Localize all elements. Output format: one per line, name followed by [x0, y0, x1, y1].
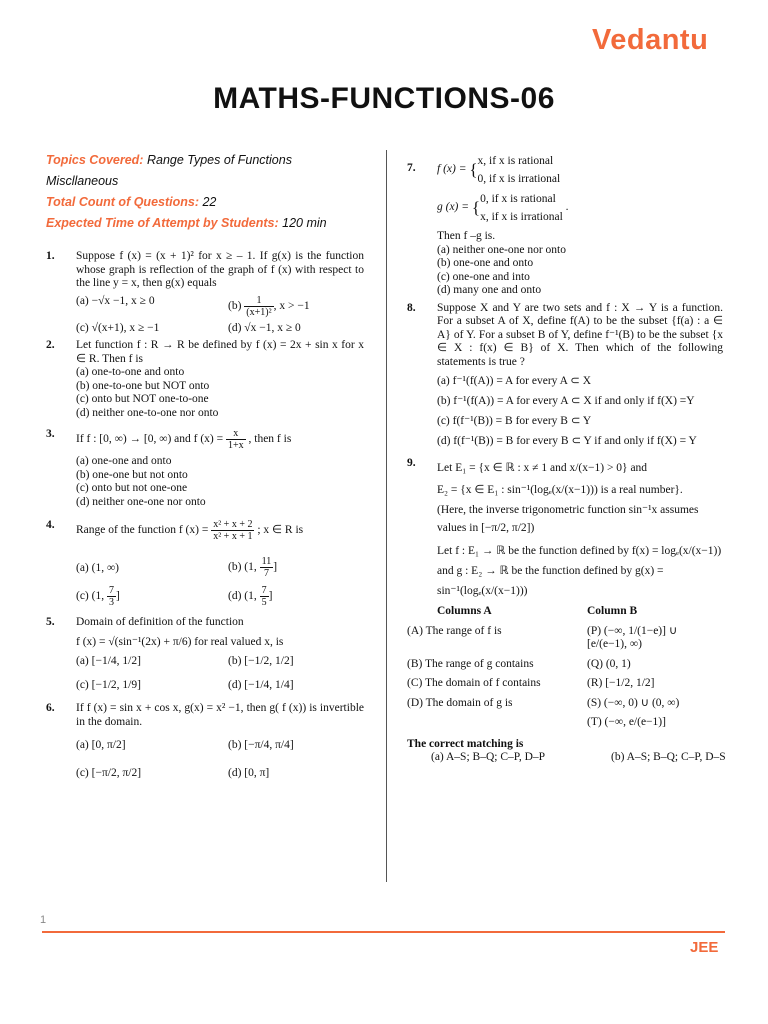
function-definitions: Let f : E₁ → ℝ be the function defined by f(x) = logₑ(x/(x−1)) and g : E₂ → ℝ be the function defined by g(x) = sin⁻¹(logₑ(x/(x−1))) — [437, 545, 722, 597]
option-b: (b) one-one and onto — [437, 257, 534, 269]
question-6 — [46, 702, 364, 780]
question-number: 9. — [407, 457, 416, 469]
set-e1: Let E₁ = {x ∈ ℝ : x ≠ 1 and x/(x−1) > 0} and — [437, 462, 648, 474]
left-column — [46, 250, 364, 784]
column-a-header: Columns A — [437, 605, 492, 617]
time-key: Expected Time of Attempt by Students: — [46, 216, 279, 230]
page-title: MATHS-FUNCTIONS-06 — [213, 82, 555, 115]
question-number: 4. — [46, 519, 55, 531]
question-text: Range of the function f (x) = $\frac{\text{x² + x + 2}}{\text{x² + x + 1}}$ ; x ∈ R is — [76, 519, 304, 542]
time-value: 120 min — [282, 216, 327, 230]
option-b: (b) [−1/2, 1/2] — [228, 655, 294, 667]
question-number: 1. — [46, 250, 55, 262]
question-number: 2. — [46, 339, 55, 351]
question-text: Suppose X and Y are two sets and f : X → Y is a function. For a subset A of X, define f(A) to be the subset {f(a) : a ∈ A} of Y. For a subset B of Y, define f⁻¹(B) to be the subset {x ∈ X : f(x) ∈ B} of X. Then which of the following statements is true ? — [437, 301, 723, 368]
option-a: (a) A–S; B–Q; C–P, D–P — [431, 751, 546, 763]
question-4 — [46, 519, 364, 608]
question-text: If f (x) = sin x + cos x, g(x) = x² −1, then g( f (x)) is invertible in the domain. — [76, 702, 364, 728]
match-r: (R) [−1/2, 1/2] — [587, 677, 655, 689]
g-definition: g (x) = { 0, if x is rational x, if x is irrational . — [437, 193, 569, 223]
match-a: (A) The range of f is — [407, 624, 502, 637]
options — [76, 739, 364, 780]
option-c: (c) onto but NOT one-to-one — [76, 393, 209, 405]
question-8 — [407, 302, 723, 452]
question-number: 6. — [46, 702, 55, 714]
match-b: (B) The range of g contains — [407, 657, 534, 670]
question-formula: f (x) = √(sin⁻¹(2x) + π/6) for real valued x, is — [76, 635, 284, 648]
count-key: Total Count of Questions: — [46, 195, 199, 209]
option-d: (d) many one and onto — [437, 284, 542, 296]
set-e2: E₂ = {x ∈ E₁ : sin⁻¹(logₑ(x/(x−1))) is a real number}. — [437, 484, 683, 496]
option-d: (d) neither one-one nor onto — [76, 495, 206, 508]
topics-key: Topics Covered: — [46, 153, 144, 167]
option-b: (b) [−π/4, π/4] — [228, 739, 294, 751]
option-c: (c) √(x+1), x ≥ −1 — [76, 321, 160, 334]
option-b: (b) one-one but not onto — [76, 468, 188, 481]
option-a: (a) −√x −1, x ≥ 0 — [76, 294, 155, 307]
question-2 — [46, 339, 364, 420]
question-number: 8. — [407, 301, 416, 314]
option-c: (c) onto but not one-one — [76, 482, 188, 494]
question-5 — [46, 616, 364, 692]
inverse-note: (Here, the inverse trigonometric function sin⁻¹x assumes values in [−π/2, π/2]) — [437, 504, 699, 534]
option-c: (c) (1, $\frac{7}{3}$ ] — [76, 585, 120, 608]
options — [76, 655, 364, 692]
question-3 — [46, 428, 364, 509]
worksheet-meta — [46, 150, 366, 234]
vedantu-logo: Vedantu — [592, 24, 709, 56]
option-d: (d) (1, $\frac{7}{5}$ ] — [228, 585, 273, 608]
column-b-header: Column B — [587, 605, 638, 617]
option-b: (b) f⁻¹(f(A)) = A for every A ⊂ X if and only if f(X) =Y — [437, 395, 695, 407]
page-number: 1 — [40, 914, 47, 926]
count-value: 22 — [202, 195, 217, 209]
right-column — [407, 152, 726, 765]
matching-table — [407, 605, 726, 765]
question-1 — [46, 250, 364, 335]
option-d: (d) [−1/4, 1/4] — [228, 678, 294, 691]
option-a: (a) neither one-one nor onto — [437, 243, 567, 256]
options — [76, 295, 364, 336]
question-number: 5. — [46, 616, 55, 628]
option-c: (c) [−1/2, 1/9] — [76, 678, 141, 691]
option-b: (b) one-to-one but NOT onto — [76, 379, 210, 392]
match-q: (Q) (0, 1) — [587, 657, 631, 670]
option-d: (d) neither one-to-one nor onto — [76, 406, 219, 419]
option-a: (a) f⁻¹(f(A)) = A for every A ⊂ X — [437, 375, 592, 387]
option-c: (c) one-one and into — [437, 270, 530, 283]
match-d: (D) The domain of g is — [407, 696, 513, 709]
match-t: (T) (−∞, e/(e−1)] — [587, 716, 666, 728]
question-7 — [407, 152, 723, 298]
match-s: (S) (−∞, 0) ∪ (0, ∞) — [587, 696, 680, 709]
match-c: (C) The domain of f contains — [407, 677, 541, 689]
topics-value: Range Types of Functions Miscllaneous — [46, 153, 292, 188]
option-b: (b) $\frac{1}{\text{(x+1)²}}$ , x > −1 — [228, 294, 310, 318]
option-d: (d) [0, π] — [228, 766, 270, 779]
question-number: 7. — [407, 162, 416, 174]
f-definition: f (x) = { x, if x is rational 0, if x is irrational — [437, 155, 561, 185]
option-a: (a) [0, π/2] — [76, 739, 126, 751]
question-text: Then f –g is. — [437, 230, 496, 242]
correct-matching-label: The correct matching is — [407, 737, 524, 750]
option-d: (d) √x −1, x ≥ 0 — [228, 321, 301, 334]
option-a: (a) one-to-one and onto — [76, 366, 185, 378]
option-c: (c) f(f⁻¹(B)) = B for every B ⊂ Y — [437, 415, 592, 427]
option-c: (c) [−π/2, π/2] — [76, 766, 142, 779]
option-a: (a) one-one and onto — [76, 455, 172, 467]
option-b: (b) A–S; B–Q; C–P, D–S — [611, 751, 726, 763]
match-p: (P) (−∞, 1/(1−e)] ∪ [e/(e−1), ∞) — [587, 624, 678, 650]
question-text: Domain of definition of the function — [76, 616, 244, 628]
column-divider — [386, 150, 387, 882]
question-number: 3. — [46, 428, 55, 440]
options — [76, 556, 364, 608]
footer-divider — [42, 931, 725, 933]
exam-tag: JEE — [690, 939, 719, 956]
question-text: Suppose f (x) = (x + 1)² for x ≥ – 1. If g(x) is the function whose graph is reflection of the graph of f (x) with respect to the line y = x, then g(x) equals — [76, 250, 364, 289]
question-text: Let function f : R → R be defined by f (x) = 2x + sin x for x ∈ R. Then f is — [76, 339, 364, 365]
option-a: (a) [−1/4, 1/2] — [76, 655, 141, 667]
option-d: (d) f(f⁻¹(B)) = B for every B ⊂ Y if and only if f(X) = Y — [437, 435, 697, 447]
option-a: (a) (1, ∞) — [76, 562, 119, 574]
question-text: If f : [0, ∞) → [0, ∞) and f (x) = $\frac{x}{1+x}$ , then f is — [76, 428, 292, 451]
question-9 — [407, 457, 723, 601]
option-b: (b) (1, $\frac{11}{7}$ ] — [228, 556, 278, 579]
